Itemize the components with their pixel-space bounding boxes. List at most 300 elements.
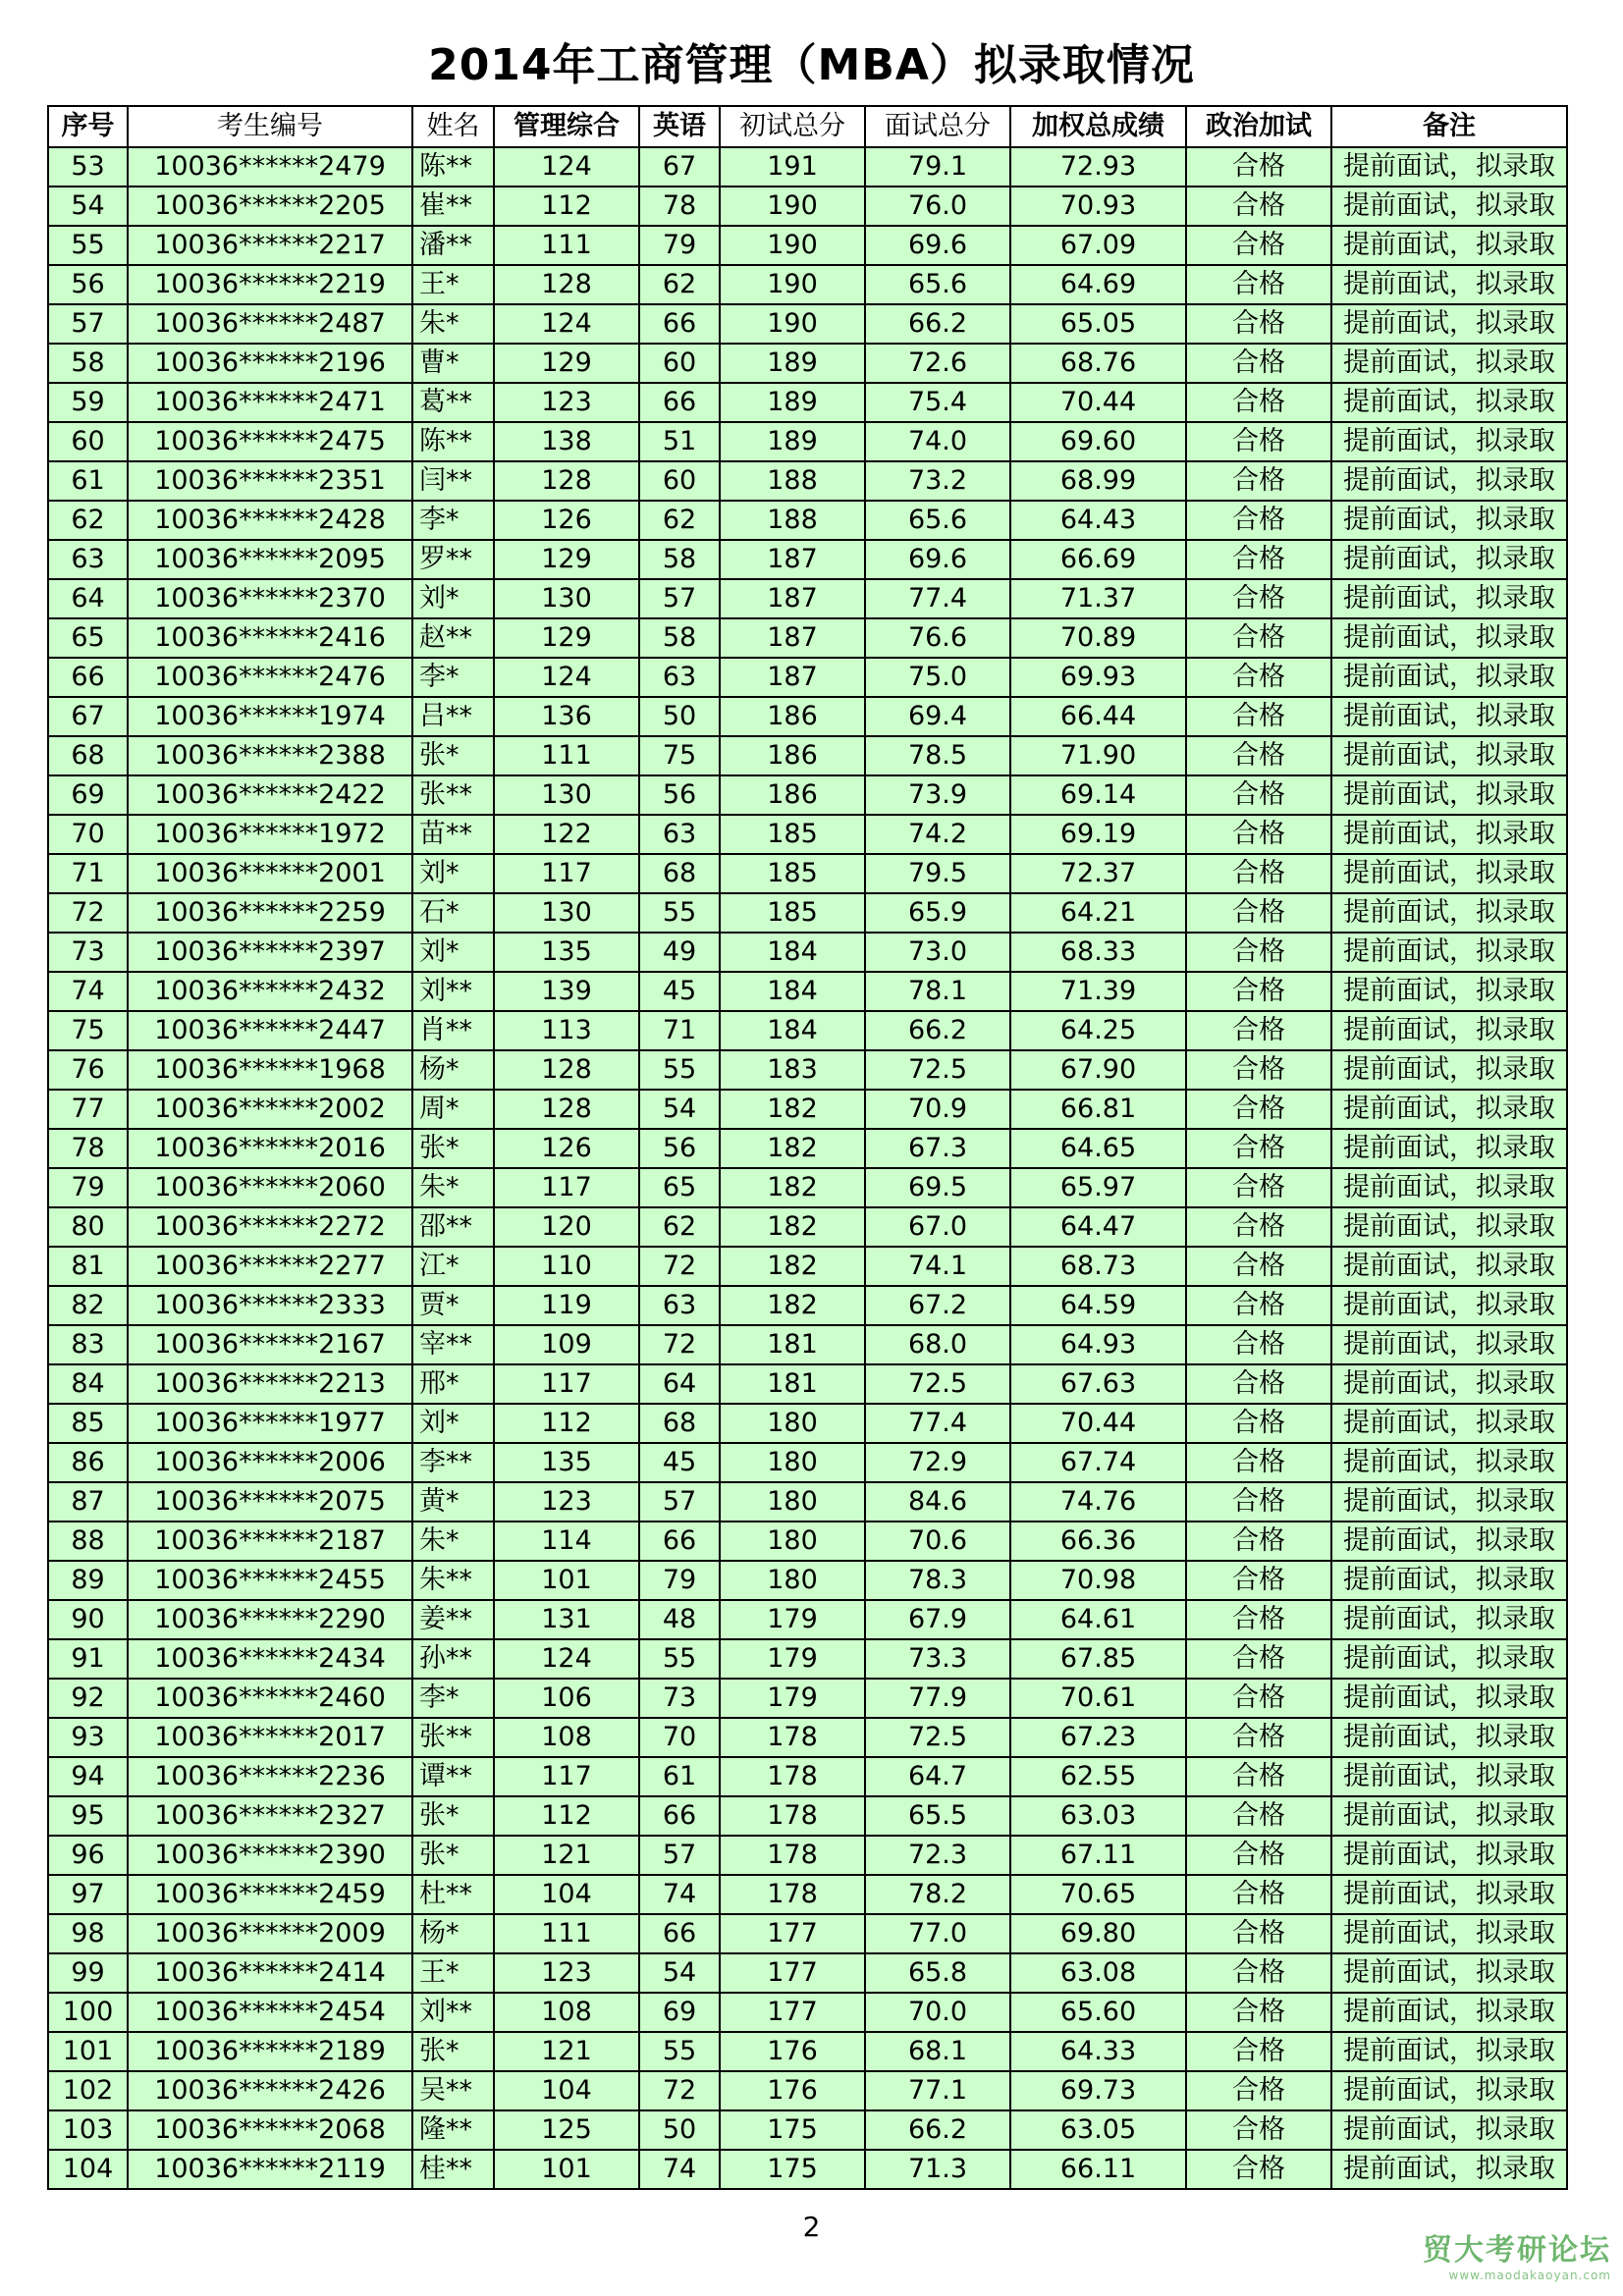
cell-mgmt-score: 123 — [494, 1953, 639, 1993]
cell-initial-total: 188 — [720, 501, 865, 540]
cell-remark: 提前面试，拟录取 — [1331, 383, 1567, 422]
cell-remark: 提前面试，拟录取 — [1331, 1325, 1567, 1364]
cell-english: 72 — [639, 1247, 720, 1286]
cell-initial-total: 187 — [720, 579, 865, 618]
header-name: 姓名 — [412, 106, 494, 147]
cell-seq: 96 — [48, 1836, 128, 1875]
cell-remark: 提前面试，拟录取 — [1331, 1993, 1567, 2032]
cell-interview-total: 72.3 — [865, 1836, 1010, 1875]
cell-english: 57 — [639, 1482, 720, 1522]
cell-interview-total: 77.4 — [865, 579, 1010, 618]
cell-candidate-id: 10036******2471 — [128, 383, 412, 422]
cell-name: 吴** — [412, 2071, 494, 2110]
cell-name: 朱** — [412, 1561, 494, 1600]
cell-mgmt-score: 104 — [494, 2071, 639, 2110]
cell-interview-total: 73.2 — [865, 461, 1010, 501]
cell-remark: 提前面试，拟录取 — [1331, 226, 1567, 265]
cell-name: 姜** — [412, 1600, 494, 1639]
table-row — [48, 1914, 1567, 1953]
cell-politics: 合格 — [1186, 1129, 1331, 1168]
cell-remark: 提前面试，拟录取 — [1331, 1718, 1567, 1757]
cell-remark: 提前面试，拟录取 — [1331, 2110, 1567, 2150]
cell-weighted-score: 68.73 — [1010, 1247, 1186, 1286]
cell-mgmt-score: 125 — [494, 2110, 639, 2150]
table-row — [48, 1482, 1567, 1522]
cell-candidate-id: 10036******1968 — [128, 1050, 412, 1090]
cell-politics: 合格 — [1186, 1011, 1331, 1050]
header-mgmt-score: 管理综合 — [494, 106, 639, 147]
cell-weighted-score: 69.19 — [1010, 815, 1186, 854]
cell-interview-total: 74.2 — [865, 815, 1010, 854]
cell-initial-total: 178 — [720, 1796, 865, 1836]
cell-name: 苗** — [412, 815, 494, 854]
cell-interview-total: 69.6 — [865, 540, 1010, 579]
cell-candidate-id: 10036******2119 — [128, 2150, 412, 2189]
cell-remark: 提前面试，拟录取 — [1331, 1953, 1567, 1993]
cell-initial-total: 190 — [720, 265, 865, 304]
table-header-row — [48, 106, 1567, 147]
cell-mgmt-score: 136 — [494, 697, 639, 736]
cell-candidate-id: 10036******1977 — [128, 1404, 412, 1443]
cell-english: 79 — [639, 226, 720, 265]
cell-politics: 合格 — [1186, 1325, 1331, 1364]
cell-remark: 提前面试，拟录取 — [1331, 2071, 1567, 2110]
table-row — [48, 147, 1567, 187]
cell-interview-total: 75.4 — [865, 383, 1010, 422]
cell-name: 刘* — [412, 1404, 494, 1443]
cell-weighted-score: 66.36 — [1010, 1522, 1186, 1561]
cell-interview-total: 67.9 — [865, 1600, 1010, 1639]
cell-name: 贾* — [412, 1286, 494, 1325]
cell-initial-total: 176 — [720, 2071, 865, 2110]
cell-initial-total: 185 — [720, 815, 865, 854]
cell-english: 48 — [639, 1600, 720, 1639]
cell-seq: 69 — [48, 775, 128, 815]
cell-name: 周* — [412, 1090, 494, 1129]
cell-mgmt-score: 130 — [494, 893, 639, 933]
cell-name: 王* — [412, 1953, 494, 1993]
cell-initial-total: 179 — [720, 1639, 865, 1679]
cell-candidate-id: 10036******2196 — [128, 344, 412, 383]
cell-seq: 67 — [48, 697, 128, 736]
cell-name: 张** — [412, 775, 494, 815]
cell-seq: 101 — [48, 2032, 128, 2071]
cell-weighted-score: 64.47 — [1010, 1207, 1186, 1247]
cell-weighted-score: 65.60 — [1010, 1993, 1186, 2032]
cell-politics: 合格 — [1186, 1914, 1331, 1953]
cell-name: 张* — [412, 1129, 494, 1168]
cell-remark: 提前面试，拟录取 — [1331, 1600, 1567, 1639]
cell-interview-total: 66.2 — [865, 2110, 1010, 2150]
table-row — [48, 972, 1567, 1011]
cell-english: 55 — [639, 2032, 720, 2071]
cell-interview-total: 65.8 — [865, 1953, 1010, 1993]
cell-mgmt-score: 110 — [494, 1247, 639, 1286]
cell-interview-total: 72.5 — [865, 1364, 1010, 1404]
cell-seq: 92 — [48, 1679, 128, 1718]
cell-weighted-score: 64.21 — [1010, 893, 1186, 933]
cell-politics: 合格 — [1186, 1796, 1331, 1836]
cell-mgmt-score: 121 — [494, 2032, 639, 2071]
cell-initial-total: 191 — [720, 147, 865, 187]
cell-english: 55 — [639, 1050, 720, 1090]
cell-initial-total: 180 — [720, 1482, 865, 1522]
cell-mgmt-score: 135 — [494, 933, 639, 972]
table-row — [48, 1011, 1567, 1050]
cell-mgmt-score: 117 — [494, 1168, 639, 1207]
cell-seq: 93 — [48, 1718, 128, 1757]
cell-remark: 提前面试，拟录取 — [1331, 187, 1567, 226]
cell-name: 谭** — [412, 1757, 494, 1796]
cell-initial-total: 178 — [720, 1757, 865, 1796]
cell-remark: 提前面试，拟录取 — [1331, 854, 1567, 893]
cell-english: 54 — [639, 1090, 720, 1129]
cell-remark: 提前面试，拟录取 — [1331, 1443, 1567, 1482]
cell-initial-total: 184 — [720, 933, 865, 972]
cell-seq: 66 — [48, 658, 128, 697]
cell-politics: 合格 — [1186, 304, 1331, 344]
cell-seq: 86 — [48, 1443, 128, 1482]
cell-name: 潘** — [412, 226, 494, 265]
cell-initial-total: 186 — [720, 736, 865, 775]
cell-candidate-id: 10036******2351 — [128, 461, 412, 501]
cell-remark: 提前面试，拟录取 — [1331, 422, 1567, 461]
cell-remark: 提前面试，拟录取 — [1331, 736, 1567, 775]
cell-interview-total: 73.9 — [865, 775, 1010, 815]
cell-english: 72 — [639, 1325, 720, 1364]
watermark-logo — [1423, 2225, 1611, 2282]
cell-interview-total: 77.0 — [865, 1914, 1010, 1953]
cell-weighted-score: 69.60 — [1010, 422, 1186, 461]
cell-name: 崔** — [412, 187, 494, 226]
cell-politics: 合格 — [1186, 1050, 1331, 1090]
cell-english: 69 — [639, 1993, 720, 2032]
cell-mgmt-score: 114 — [494, 1522, 639, 1561]
cell-name: 张** — [412, 1718, 494, 1757]
cell-seq: 94 — [48, 1757, 128, 1796]
cell-candidate-id: 10036******2277 — [128, 1247, 412, 1286]
cell-remark: 提前面试，拟录取 — [1331, 893, 1567, 933]
cell-politics: 合格 — [1186, 618, 1331, 658]
cell-candidate-id: 10036******2434 — [128, 1639, 412, 1679]
table-row — [48, 1247, 1567, 1286]
cell-weighted-score: 67.85 — [1010, 1639, 1186, 1679]
table-row — [48, 1129, 1567, 1168]
cell-initial-total: 182 — [720, 1090, 865, 1129]
cell-name: 吕** — [412, 697, 494, 736]
table-row — [48, 226, 1567, 265]
table-row — [48, 501, 1567, 540]
cell-name: 杜** — [412, 1875, 494, 1914]
cell-weighted-score: 63.08 — [1010, 1953, 1186, 1993]
cell-seq: 74 — [48, 972, 128, 1011]
cell-weighted-score: 66.44 — [1010, 697, 1186, 736]
cell-name: 张* — [412, 1836, 494, 1875]
cell-weighted-score: 70.93 — [1010, 187, 1186, 226]
cell-name: 张* — [412, 736, 494, 775]
cell-weighted-score: 67.90 — [1010, 1050, 1186, 1090]
cell-mgmt-score: 128 — [494, 461, 639, 501]
cell-candidate-id: 10036******2487 — [128, 304, 412, 344]
cell-interview-total: 71.3 — [865, 2150, 1010, 2189]
cell-initial-total: 182 — [720, 1129, 865, 1168]
cell-english: 67 — [639, 147, 720, 187]
cell-seq: 90 — [48, 1600, 128, 1639]
cell-politics: 合格 — [1186, 2150, 1331, 2189]
cell-name: 肖** — [412, 1011, 494, 1050]
table-row — [48, 1953, 1567, 1993]
cell-seq: 99 — [48, 1953, 128, 1993]
cell-interview-total: 67.3 — [865, 1129, 1010, 1168]
cell-weighted-score: 70.61 — [1010, 1679, 1186, 1718]
cell-politics: 合格 — [1186, 422, 1331, 461]
cell-remark: 提前面试，拟录取 — [1331, 1090, 1567, 1129]
cell-mgmt-score: 130 — [494, 579, 639, 618]
cell-politics: 合格 — [1186, 1836, 1331, 1875]
cell-remark: 提前面试，拟录取 — [1331, 1875, 1567, 1914]
cell-seq: 81 — [48, 1247, 128, 1286]
cell-candidate-id: 10036******2060 — [128, 1168, 412, 1207]
cell-remark: 提前面试，拟录取 — [1331, 540, 1567, 579]
cell-interview-total: 67.0 — [865, 1207, 1010, 1247]
cell-interview-total: 76.0 — [865, 187, 1010, 226]
cell-name: 王* — [412, 265, 494, 304]
cell-english: 55 — [639, 893, 720, 933]
cell-politics: 合格 — [1186, 1600, 1331, 1639]
cell-politics: 合格 — [1186, 736, 1331, 775]
cell-politics: 合格 — [1186, 1875, 1331, 1914]
cell-english: 60 — [639, 461, 720, 501]
cell-interview-total: 70.0 — [865, 1993, 1010, 2032]
cell-remark: 提前面试，拟录取 — [1331, 2150, 1567, 2189]
cell-name: 黄* — [412, 1482, 494, 1522]
cell-weighted-score: 68.33 — [1010, 933, 1186, 972]
cell-english: 58 — [639, 618, 720, 658]
cell-candidate-id: 10036******2217 — [128, 226, 412, 265]
cell-interview-total: 69.5 — [865, 1168, 1010, 1207]
table-row — [48, 893, 1567, 933]
cell-initial-total: 182 — [720, 1286, 865, 1325]
cell-name: 陈** — [412, 422, 494, 461]
cell-initial-total: 185 — [720, 893, 865, 933]
cell-name: 李* — [412, 658, 494, 697]
cell-candidate-id: 10036******2075 — [128, 1482, 412, 1522]
cell-english: 56 — [639, 775, 720, 815]
cell-english: 62 — [639, 501, 720, 540]
cell-initial-total: 181 — [720, 1325, 865, 1364]
cell-politics: 合格 — [1186, 187, 1331, 226]
cell-politics: 合格 — [1186, 893, 1331, 933]
cell-remark: 提前面试，拟录取 — [1331, 1247, 1567, 1286]
cell-weighted-score: 69.14 — [1010, 775, 1186, 815]
cell-english: 54 — [639, 1953, 720, 1993]
cell-mgmt-score: 117 — [494, 1757, 639, 1796]
cell-politics: 合格 — [1186, 344, 1331, 383]
cell-interview-total: 65.9 — [865, 893, 1010, 933]
cell-initial-total: 190 — [720, 226, 865, 265]
cell-mgmt-score: 112 — [494, 1404, 639, 1443]
cell-interview-total: 77.9 — [865, 1679, 1010, 1718]
cell-candidate-id: 10036******2370 — [128, 579, 412, 618]
cell-weighted-score: 64.25 — [1010, 1011, 1186, 1050]
cell-politics: 合格 — [1186, 226, 1331, 265]
cell-name: 陈** — [412, 147, 494, 187]
cell-remark: 提前面试，拟录取 — [1331, 304, 1567, 344]
cell-candidate-id: 10036******1974 — [128, 697, 412, 736]
cell-name: 邢* — [412, 1364, 494, 1404]
cell-name: 李* — [412, 1679, 494, 1718]
cell-english: 56 — [639, 1129, 720, 1168]
cell-interview-total: 74.1 — [865, 1247, 1010, 1286]
cell-politics: 合格 — [1186, 933, 1331, 972]
header-seq: 序号 — [48, 106, 128, 147]
cell-interview-total: 65.6 — [865, 501, 1010, 540]
cell-candidate-id: 10036******2416 — [128, 618, 412, 658]
cell-initial-total: 182 — [720, 1247, 865, 1286]
table-row — [48, 1286, 1567, 1325]
cell-seq: 63 — [48, 540, 128, 579]
cell-weighted-score: 69.80 — [1010, 1914, 1186, 1953]
cell-politics: 合格 — [1186, 1639, 1331, 1679]
cell-name: 刘* — [412, 854, 494, 893]
cell-candidate-id: 10036******2388 — [128, 736, 412, 775]
cell-interview-total: 69.6 — [865, 226, 1010, 265]
cell-politics: 合格 — [1186, 1090, 1331, 1129]
table-row — [48, 618, 1567, 658]
cell-weighted-score: 64.43 — [1010, 501, 1186, 540]
cell-remark: 提前面试，拟录取 — [1331, 579, 1567, 618]
cell-weighted-score: 71.39 — [1010, 972, 1186, 1011]
cell-seq: 59 — [48, 383, 128, 422]
cell-seq: 57 — [48, 304, 128, 344]
cell-politics: 合格 — [1186, 1482, 1331, 1522]
cell-english: 63 — [639, 815, 720, 854]
cell-initial-total: 180 — [720, 1404, 865, 1443]
cell-politics: 合格 — [1186, 658, 1331, 697]
cell-english: 58 — [639, 540, 720, 579]
table-row — [48, 265, 1567, 304]
cell-interview-total: 68.1 — [865, 2032, 1010, 2071]
cell-initial-total: 188 — [720, 461, 865, 501]
table-row — [48, 1836, 1567, 1875]
table-row — [48, 1443, 1567, 1482]
cell-remark: 提前面试，拟录取 — [1331, 972, 1567, 1011]
cell-politics: 合格 — [1186, 383, 1331, 422]
cell-candidate-id: 10036******2187 — [128, 1522, 412, 1561]
cell-initial-total: 189 — [720, 383, 865, 422]
cell-politics: 合格 — [1186, 1207, 1331, 1247]
cell-weighted-score: 68.76 — [1010, 344, 1186, 383]
cell-name: 刘* — [412, 933, 494, 972]
table-row — [48, 1639, 1567, 1679]
cell-english: 45 — [639, 1443, 720, 1482]
watermark-text: 贸大考研论坛 — [1423, 2233, 1611, 2268]
cell-remark: 提前面试，拟录取 — [1331, 1129, 1567, 1168]
cell-english: 65 — [639, 1168, 720, 1207]
cell-candidate-id: 10036******2390 — [128, 1836, 412, 1875]
cell-mgmt-score: 131 — [494, 1600, 639, 1639]
cell-remark: 提前面试，拟录取 — [1331, 697, 1567, 736]
cell-seq: 83 — [48, 1325, 128, 1364]
cell-mgmt-score: 126 — [494, 501, 639, 540]
cell-mgmt-score: 122 — [494, 815, 639, 854]
table-row — [48, 933, 1567, 972]
cell-initial-total: 190 — [720, 304, 865, 344]
cell-initial-total: 187 — [720, 658, 865, 697]
cell-interview-total: 72.6 — [865, 344, 1010, 383]
cell-english: 45 — [639, 972, 720, 1011]
table-row — [48, 1875, 1567, 1914]
cell-interview-total: 74.0 — [865, 422, 1010, 461]
table-row — [48, 1993, 1567, 2032]
cell-remark: 提前面试，拟录取 — [1331, 775, 1567, 815]
cell-candidate-id: 10036******2426 — [128, 2071, 412, 2110]
cell-seq: 91 — [48, 1639, 128, 1679]
cell-mgmt-score: 128 — [494, 1050, 639, 1090]
cell-remark: 提前面试，拟录取 — [1331, 265, 1567, 304]
header-interview-total: 面试总分 — [865, 106, 1010, 147]
table-row — [48, 540, 1567, 579]
cell-seq: 56 — [48, 265, 128, 304]
cell-candidate-id: 10036******2009 — [128, 1914, 412, 1953]
cell-name: 桂** — [412, 2150, 494, 2189]
table-row — [48, 1168, 1567, 1207]
cell-candidate-id: 10036******2189 — [128, 2032, 412, 2071]
cell-candidate-id: 10036******2397 — [128, 933, 412, 972]
header-remark: 备注 — [1331, 106, 1567, 147]
cell-candidate-id: 10036******2479 — [128, 147, 412, 187]
cell-politics: 合格 — [1186, 1404, 1331, 1443]
cell-seq: 62 — [48, 501, 128, 540]
table-row — [48, 1364, 1567, 1404]
cell-remark: 提前面试，拟录取 — [1331, 1404, 1567, 1443]
cell-seq: 65 — [48, 618, 128, 658]
cell-mgmt-score: 104 — [494, 1875, 639, 1914]
table-row — [48, 1561, 1567, 1600]
cell-name: 张* — [412, 2032, 494, 2071]
cell-weighted-score: 70.65 — [1010, 1875, 1186, 1914]
cell-politics: 合格 — [1186, 147, 1331, 187]
cell-weighted-score: 70.89 — [1010, 618, 1186, 658]
cell-name: 刘* — [412, 579, 494, 618]
cell-seq: 102 — [48, 2071, 128, 2110]
table-row — [48, 815, 1567, 854]
cell-english: 66 — [639, 1796, 720, 1836]
cell-interview-total: 78.5 — [865, 736, 1010, 775]
cell-initial-total: 182 — [720, 1207, 865, 1247]
cell-name: 孙** — [412, 1639, 494, 1679]
cell-english: 72 — [639, 2071, 720, 2110]
cell-candidate-id: 10036******2001 — [128, 854, 412, 893]
cell-initial-total: 184 — [720, 1011, 865, 1050]
cell-interview-total: 67.2 — [865, 1286, 1010, 1325]
cell-initial-total: 180 — [720, 1443, 865, 1482]
cell-english: 75 — [639, 736, 720, 775]
cell-english: 61 — [639, 1757, 720, 1796]
cell-interview-total: 78.3 — [865, 1561, 1010, 1600]
cell-seq: 77 — [48, 1090, 128, 1129]
cell-weighted-score: 67.11 — [1010, 1836, 1186, 1875]
cell-english: 55 — [639, 1639, 720, 1679]
table-row — [48, 383, 1567, 422]
table-row — [48, 1404, 1567, 1443]
cell-politics: 合格 — [1186, 1561, 1331, 1600]
table-row — [48, 1325, 1567, 1364]
cell-candidate-id: 10036******2447 — [128, 1011, 412, 1050]
cell-english: 74 — [639, 1875, 720, 1914]
cell-seq: 76 — [48, 1050, 128, 1090]
cell-english: 50 — [639, 2110, 720, 2150]
